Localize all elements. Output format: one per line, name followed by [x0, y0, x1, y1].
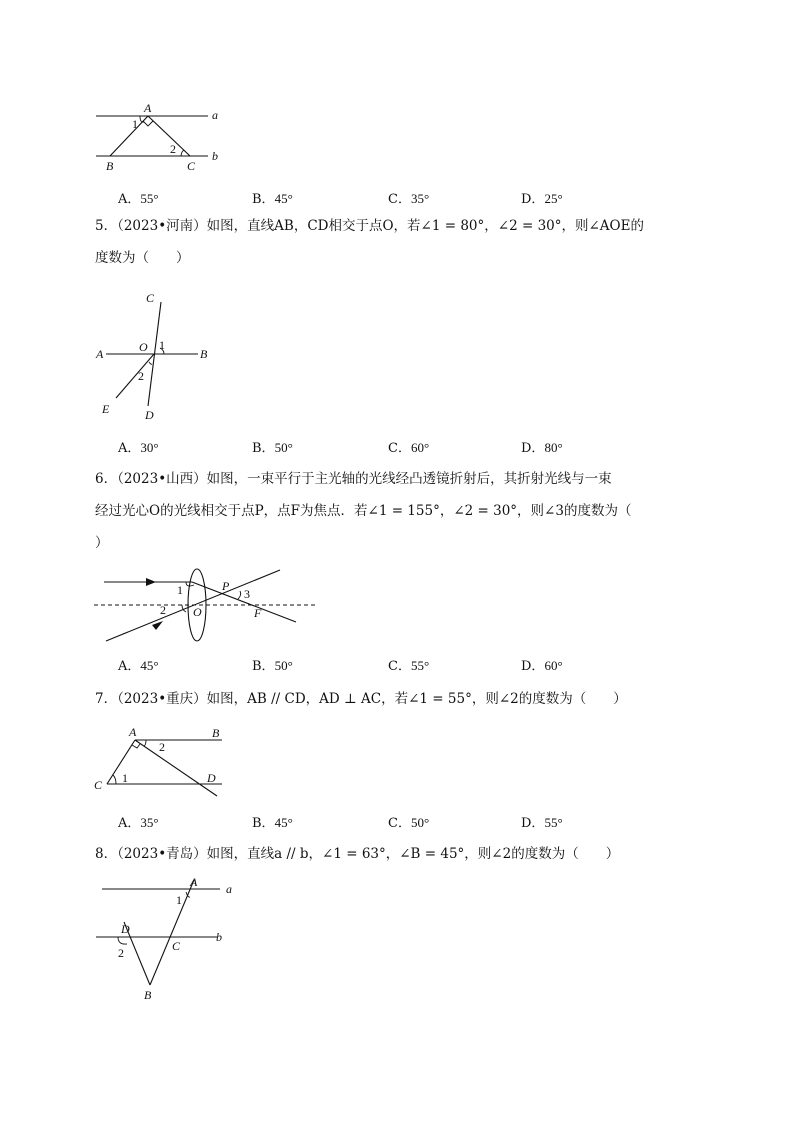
- label-a: a: [226, 882, 232, 896]
- ray-OE: [116, 354, 154, 398]
- label-O: O: [139, 340, 148, 354]
- q6-options: [118, 655, 718, 673]
- label-angle-1: 1: [122, 771, 128, 785]
- label-A: A: [129, 725, 137, 739]
- q7-option-a[interactable]: A．35°: [118, 815, 159, 831]
- label-A: A: [144, 101, 152, 115]
- label-B: B: [212, 726, 220, 740]
- q8-stem: [95, 838, 715, 870]
- label-angle-1: 1: [132, 117, 138, 131]
- label-A: A: [96, 347, 104, 361]
- label-F: F: [254, 606, 262, 620]
- label-E: E: [102, 402, 110, 416]
- right-angle-mark: [132, 744, 140, 748]
- label-angle-1: 1: [159, 338, 165, 352]
- label-D: D: [207, 771, 216, 785]
- q5-stem: [95, 210, 715, 274]
- label-angle-2: 2: [159, 740, 165, 754]
- label-C: C: [187, 159, 196, 173]
- angle-2-arc: [144, 740, 146, 746]
- q5-option-d[interactable]: D．80°: [521, 440, 563, 456]
- q4-option-a[interactable]: A．55°: [118, 191, 159, 207]
- q8-stem-line-1: 8．（2023•青岛）如图，直线a // b，∠1 = 63°，∠B = 45°，则∠2的度数为（ ）: [95, 846, 620, 862]
- right-angle-mark: [143, 121, 153, 126]
- q4-option-d[interactable]: D．25°: [521, 191, 563, 207]
- q5-option-c[interactable]: C．60°: [388, 440, 430, 456]
- q6-option-c[interactable]: C．55°: [388, 658, 430, 674]
- q6-stem-line-3: ）: [95, 535, 109, 551]
- label-b: b: [212, 149, 218, 163]
- label-angle-3: 3: [244, 587, 250, 601]
- angle-2-arc: [149, 362, 152, 364]
- q6-option-d[interactable]: D．60°: [521, 658, 563, 674]
- q6-stem-line-1: 6．（2023•山西）如图，一束平行于主光轴的光线经凸透镜折射后，其折射光线与一束: [95, 471, 612, 487]
- label-B: B: [200, 347, 208, 361]
- label-B: B: [144, 988, 152, 1002]
- label-angle-2: 2: [138, 369, 144, 383]
- angle-1-arc: [113, 775, 116, 784]
- segment-AC: [148, 116, 190, 156]
- q4-option-b[interactable]: B．45°: [252, 191, 293, 207]
- q5-option-b[interactable]: B．50°: [252, 440, 293, 456]
- q5-stem-line-1: 5．（2023•河南）如图，直线AB，CD相交于点O，若∠1 = 80°，∠2 = 30°，则∠AOE的: [95, 218, 644, 234]
- label-angle-2: 2: [118, 946, 124, 960]
- q6-stem-line-2: 经过光心O的光线相交于点P，点F为焦点．若∠1 = 155°，∠2 = 30°，则∠3的度数为（: [95, 503, 632, 519]
- q5-options: [118, 437, 718, 455]
- q6-option-b[interactable]: B．50°: [252, 658, 293, 674]
- label-b: b: [216, 930, 222, 944]
- label-D: D: [145, 408, 154, 422]
- label-D: D: [121, 922, 130, 936]
- q7-options: [118, 812, 718, 830]
- q7-figure: [90, 720, 240, 800]
- q4-figure: [90, 98, 240, 178]
- q6-stem: [95, 463, 715, 559]
- q7-stem-line-1: 7．（2023•重庆）如图，AB // CD，AD ⊥ AC，若∠1 = 55°，则∠2的度数为（ ）: [95, 691, 627, 707]
- q5-option-a[interactable]: A．30°: [118, 440, 159, 456]
- label-angle-2: 2: [160, 603, 166, 617]
- q5-stem-line-2: 度数为（ ）: [95, 250, 190, 266]
- q6-figure: [90, 565, 330, 650]
- arrow-head-top: [146, 578, 156, 586]
- q7-option-d[interactable]: D．55°: [521, 815, 563, 831]
- q7-stem: [95, 683, 715, 715]
- label-B: B: [106, 159, 114, 173]
- segment-AC: [107, 740, 135, 784]
- q8-figure: [90, 870, 240, 1005]
- q5-figure: [90, 288, 230, 428]
- label-O: O: [193, 605, 202, 619]
- angle-3-arc: [238, 591, 241, 599]
- label-a: a: [212, 108, 218, 122]
- label-angle-1: 1: [176, 893, 182, 907]
- label-A: A: [190, 875, 198, 889]
- q4-option-c[interactable]: C．35°: [388, 191, 430, 207]
- label-C: C: [172, 939, 181, 953]
- label-angle-2: 2: [170, 142, 176, 156]
- arrow-head-bottom: [152, 621, 163, 630]
- label-C: C: [146, 291, 155, 305]
- q6-option-a[interactable]: A．45°: [118, 658, 159, 674]
- angle-2-arc: [118, 937, 127, 944]
- label-P: P: [222, 579, 230, 593]
- q7-option-b[interactable]: B．45°: [252, 815, 293, 831]
- q7-option-c[interactable]: C．50°: [388, 815, 430, 831]
- q4-options: [118, 188, 718, 206]
- segment-AD: [135, 740, 217, 796]
- label-angle-1: 1: [177, 583, 183, 597]
- label-C: C: [94, 778, 103, 792]
